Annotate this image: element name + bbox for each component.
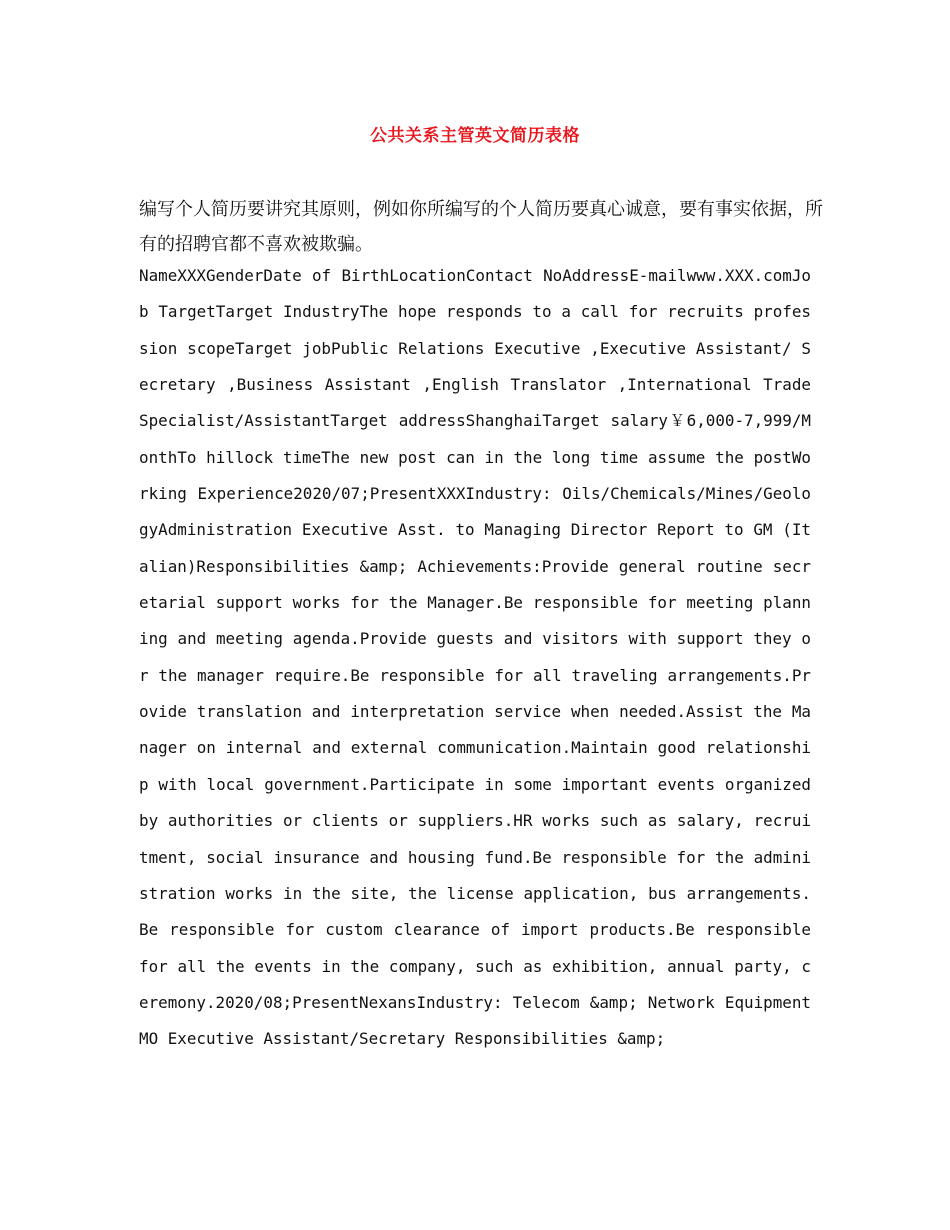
intro-paragraph: 编写个人简历要讲究其原则，例如你所编写的个人简历要真心诚意，要有事实依据，所有的招聘官都不喜欢被欺骗。 bbox=[139, 199, 823, 255]
resume-body-text: NameXXXGenderDate of BirthLocationContact NoAddressE-mailwww.XXX.comJob TargetTarget IndustryThe hope responds to a call for recruits profession scopeTarget jobPublic Relations Executive ,Executive Assistant/ Secretary ,Business Assistant ,English Translator ,International Trade Specialist/AssistantTarget addressShanghaiTarget salary￥6,000-7,999/MonthTo hillock timeThe new post can in the long time assume the postWorking Experience2020/07;PresentXXXIndustry: Oils/Chemicals/Mines/GeologyAdministration Executive Asst. to Managing Director Report to GM (Italian)Responsibilities &amp; Achievements:Provide general routine secretarial support works for the Manager.Be responsible for meeting planning and meeting agenda.Provide guests and visitors with support they or the manager require.Be responsible for all traveling arrangements.Provide translation and interpretation service when needed.Assist the Manager on internal and external communication.Maintain good relationship with local government.Participate in some important events organized by authorities or clients or suppliers.HR works such as salary, recruitment, social insurance and housing fund.Be responsible for the administration works in the site, the license application, bus arrangements.Be responsible for custom clearance of import products.Be responsible for all the events in the company, such as exhibition, annual party, ceremony.2020/08;PresentNexansIndustry: Telecom &amp; Network EquipmentMO Executive Assistant/Secretary Responsibilities &amp; bbox=[139, 266, 811, 1049]
document-title: 公共关系主管英文简历表格 bbox=[370, 126, 580, 146]
